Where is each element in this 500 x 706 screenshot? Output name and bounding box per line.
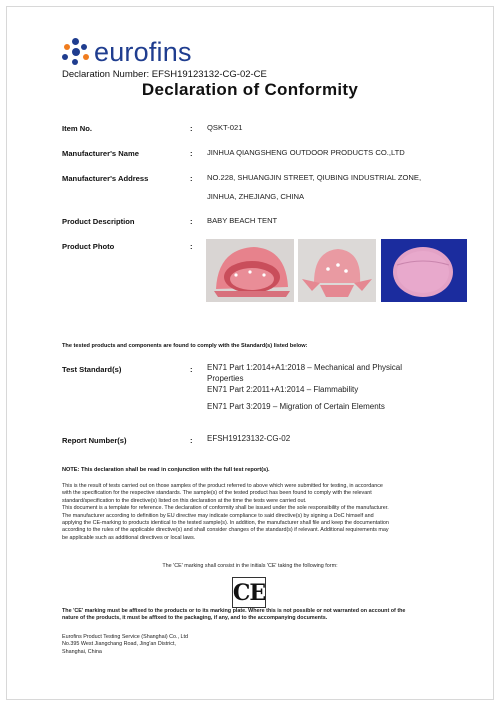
colon: :	[190, 365, 193, 374]
paragraph-line: standard/specification to the directive(s) listed on this declaration at the time the tests were carried out.	[62, 497, 307, 504]
product-photo-3	[381, 239, 467, 302]
test-standard-line-4: EN71 Part 3:2019 – Migration of Certain Elements	[207, 402, 385, 411]
test-standard-line-3: EN71 Part 2:2011+A1:2014 – Flammability	[207, 385, 359, 394]
product-description-label: Product Description	[62, 217, 135, 226]
ce-footer-line: nature of the products, it must be affixed to the packaging, if any, and to the accompanying documents.	[62, 615, 328, 622]
manufacturer-address-label: Manufacturer's Address	[62, 174, 149, 183]
paragraph-line: with the specification for the respective standards. The sample(s) of the tested product has been found to comply with the relevant	[62, 490, 372, 497]
declaration-number: Declaration Number: EFSH19123132-CG-02-CE	[62, 69, 267, 80]
product-photo-1	[206, 239, 294, 302]
eurofins-logo-icon	[62, 38, 90, 66]
manufacturer-address-line1: NO.228, SHUANGJIN STREET, QIUBING INDUSTRIAL ZONE,	[207, 173, 422, 182]
test-standard-line-1: EN71 Part 1:2014+A1:2018 – Mechanical and Physical	[207, 363, 403, 372]
product-photo-label: Product Photo	[62, 242, 115, 251]
manufacturer-address-line2: JINHUA, ZHEJIANG, CHINA	[207, 192, 305, 201]
page-title: Declaration of Conformity	[141, 80, 359, 99]
colon: :	[190, 436, 193, 445]
product-photo-2	[298, 239, 376, 302]
paragraph-line: This is the result of tests carried out on those samples of the product referred to above which were submitted for testing, in accordance	[62, 483, 383, 489]
test-standards-label: Test Standard(s)	[62, 365, 122, 374]
note: NOTE: This declaration shall be read in conjunction with the full test report(s).	[62, 467, 270, 473]
colon: :	[190, 174, 193, 183]
product-description-value: BABY BEACH TENT	[207, 216, 278, 225]
paragraph-line: The manufacturer according to definition by EU directive may indicate compliance to said directive(s) by signing a DoC himself and	[62, 512, 374, 519]
eurofins-logo	[62, 37, 192, 67]
company-address	[62, 634, 188, 656]
colon: :	[190, 149, 193, 158]
ce-mark-text: CE	[232, 579, 266, 606]
report-number-value: EFSH19123132-CG-02	[207, 434, 291, 443]
company-line: No.395 West Jiangchang Road, Jing'an District,	[62, 641, 176, 648]
tested-intro: The tested products and components are found to comply with the Standard(s) listed below:	[62, 343, 308, 349]
colon: :	[190, 124, 193, 133]
company-line: Eurofins Product Testing Service (Shanghai) Co., Ltd	[62, 634, 189, 640]
paragraph-line: This document is a template for reference. The declaration of conformity shall be issued under the sole responsibility of the manufacturer.	[62, 505, 389, 512]
manufacturer-name-value: JINHUA QIANGSHENG OUTDOOR PRODUCTS CO.,LTD	[207, 148, 405, 157]
paragraph-line: according to the rules of the applicable directive(s) and shall consider changes of the standard(s) if relevant. Additional requirements may	[62, 527, 389, 534]
ce-footer	[62, 608, 472, 623]
item-no-value: QSKT-021	[207, 123, 243, 132]
test-standard-line-2: Properties	[207, 374, 244, 383]
paragraph-line: be applicable such as additional directives or local laws.	[62, 534, 196, 541]
colon: :	[190, 242, 193, 251]
report-number-label: Report Number(s)	[62, 436, 127, 445]
paragraph-line: applying the CE-marking to products identical to the tested sample(s). In addition, the manufacturer shall file and keep the documentation	[62, 520, 389, 527]
brand-name: eurofins	[94, 37, 192, 67]
ce-intro: The 'CE' marking shall consist in the initials 'CE' taking the following form:	[162, 563, 338, 569]
ce-footer-line: The 'CE' marking must be affixed to the products or to its marking plate. Where this is not possible or not warranted on account of the	[62, 608, 406, 614]
company-line: Shanghai, China	[62, 648, 102, 655]
manufacturer-name-label: Manufacturer's Name	[62, 149, 139, 158]
colon: :	[190, 217, 193, 226]
item-no-label: Item No.	[62, 124, 92, 133]
ce-marking	[232, 577, 266, 608]
conformity-paragraph	[62, 483, 472, 542]
